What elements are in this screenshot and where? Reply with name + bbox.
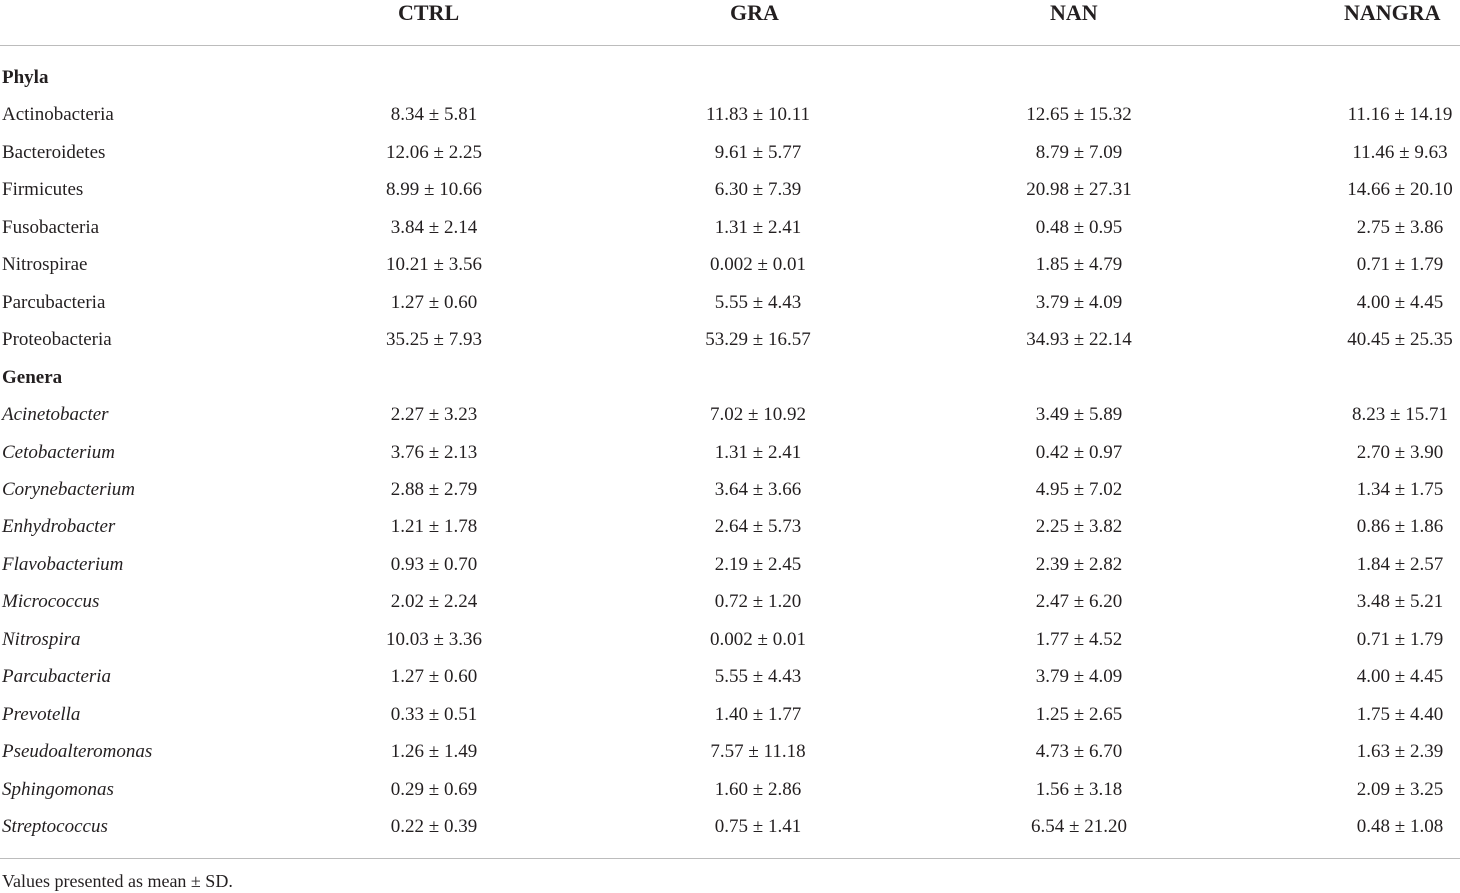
cell-value: 2.09 ± 3.25 xyxy=(1356,778,1444,800)
row-label: Pseudoalteromonas xyxy=(2,741,153,763)
section-heading xyxy=(0,365,1460,402)
cell-value: 7.57 ± 11.18 xyxy=(710,741,806,763)
row-label: Parcubacteria xyxy=(2,666,112,688)
cell-value: 3.76 ± 2.13 xyxy=(390,441,478,463)
table-row xyxy=(0,327,1460,364)
table-row xyxy=(0,702,1460,739)
cell-value: 1.34 ± 1.75 xyxy=(1356,478,1444,500)
cell-value: 0.72 ± 1.20 xyxy=(714,591,802,613)
cell-value: 2.39 ± 2.82 xyxy=(1035,553,1123,575)
column-header-gra: GRA xyxy=(730,0,779,25)
cell-value: 4.00 ± 4.45 xyxy=(1356,291,1444,313)
cell-value: 1.63 ± 2.39 xyxy=(1356,741,1444,763)
cell-value: 0.48 ± 1.08 xyxy=(1356,816,1444,837)
cell-value: 11.83 ± 10.11 xyxy=(705,104,811,126)
row-label: Streptococcus xyxy=(2,816,108,837)
cell-value: 1.21 ± 1.78 xyxy=(390,516,478,538)
cell-value: 20.98 ± 27.31 xyxy=(1026,179,1132,201)
cell-value: 9.61 ± 5.77 xyxy=(714,141,802,163)
row-label: Acinetobacter xyxy=(2,404,109,426)
cell-value: 10.03 ± 3.36 xyxy=(386,628,482,650)
column-header-nan: NAN xyxy=(1050,0,1098,25)
section-title: Genera xyxy=(2,366,63,388)
cell-value: 3.79 ± 4.09 xyxy=(1035,291,1123,313)
cell-value: 3.84 ± 2.14 xyxy=(390,216,478,238)
cell-value: 8.99 ± 10.66 xyxy=(386,179,482,201)
cell-value: 0.002 ± 0.01 xyxy=(710,254,806,276)
cell-value: 1.56 ± 3.18 xyxy=(1035,778,1123,800)
cell-value: 0.93 ± 0.70 xyxy=(390,553,478,575)
cell-value: 1.27 ± 0.60 xyxy=(390,666,478,688)
row-label: Enhydrobacter xyxy=(2,516,116,538)
row-label: Fusobacteria xyxy=(2,216,100,238)
cell-value: 6.54 ± 21.20 xyxy=(1031,816,1127,837)
table-row xyxy=(0,552,1460,589)
section-title: Phyla xyxy=(2,67,49,88)
cell-value: 40.45 ± 25.35 xyxy=(1347,329,1453,351)
cell-value: 2.64 ± 5.73 xyxy=(714,516,802,538)
row-label: Micrococcus xyxy=(2,591,100,613)
row-label: Proteobacteria xyxy=(2,329,112,351)
table-row xyxy=(0,215,1460,252)
row-label: Sphingomonas xyxy=(2,778,114,800)
table-row xyxy=(0,402,1460,439)
table-row xyxy=(0,589,1460,626)
cell-value: 1.31 ± 2.41 xyxy=(714,216,802,238)
cell-value: 2.75 ± 3.86 xyxy=(1356,216,1444,238)
cell-value: 3.49 ± 5.89 xyxy=(1035,404,1123,426)
header-rule xyxy=(0,45,1460,46)
table-row xyxy=(0,627,1460,664)
cell-value: 5.55 ± 4.43 xyxy=(714,291,802,313)
cell-value: 6.30 ± 7.39 xyxy=(714,179,802,201)
cell-value: 0.22 ± 0.39 xyxy=(390,816,478,837)
cell-value: 10.21 ± 3.56 xyxy=(386,254,482,276)
cell-value: 5.55 ± 4.43 xyxy=(714,666,802,688)
cell-value: 3.79 ± 4.09 xyxy=(1035,666,1123,688)
table-row xyxy=(0,664,1460,701)
column-header-nangra: NANGRA xyxy=(1344,0,1441,25)
table-row xyxy=(0,140,1460,177)
row-label: Prevotella xyxy=(2,703,81,725)
cell-value: 1.27 ± 0.60 xyxy=(390,291,478,313)
cell-value: 2.88 ± 2.79 xyxy=(390,478,478,500)
row-label: Parcubacteria xyxy=(2,291,106,313)
table-row xyxy=(0,177,1460,214)
cell-value: 4.95 ± 7.02 xyxy=(1035,478,1123,500)
cell-value: 53.29 ± 16.57 xyxy=(705,329,811,351)
cell-value: 2.25 ± 3.82 xyxy=(1035,516,1123,538)
table-row xyxy=(0,440,1460,477)
cell-value: 2.47 ± 6.20 xyxy=(1035,591,1123,613)
cell-value: 0.002 ± 0.01 xyxy=(710,628,806,650)
column-header-ctrl: CTRL xyxy=(398,0,460,25)
footer-rule xyxy=(0,858,1460,859)
row-label: Nitrospira xyxy=(2,628,81,650)
cell-value: 1.26 ± 1.49 xyxy=(390,741,478,763)
cell-value: 1.40 ± 1.77 xyxy=(714,703,802,725)
cell-value: 3.64 ± 3.66 xyxy=(714,478,802,500)
cell-value: 0.75 ± 1.41 xyxy=(714,816,802,837)
cell-value: 11.16 ± 14.19 xyxy=(1347,104,1453,126)
cell-value: 2.19 ± 2.45 xyxy=(714,553,802,575)
cell-value: 11.46 ± 9.63 xyxy=(1352,141,1448,163)
cell-value: 0.86 ± 1.86 xyxy=(1356,516,1444,538)
cell-value: 1.85 ± 4.79 xyxy=(1035,254,1123,276)
cell-value: 12.65 ± 15.32 xyxy=(1026,104,1132,126)
section-heading xyxy=(0,65,1460,102)
cell-value: 0.29 ± 0.69 xyxy=(390,778,478,800)
table-row xyxy=(0,290,1460,327)
row-label: Actinobacteria xyxy=(2,104,114,126)
cell-value: 0.71 ± 1.79 xyxy=(1356,254,1444,276)
cell-value: 4.00 ± 4.45 xyxy=(1356,666,1444,688)
table-row xyxy=(0,739,1460,776)
cell-value: 1.75 ± 4.40 xyxy=(1356,703,1444,725)
cell-value: 8.79 ± 7.09 xyxy=(1035,141,1123,163)
cell-value: 2.27 ± 3.23 xyxy=(390,404,478,426)
cell-value: 1.77 ± 4.52 xyxy=(1035,628,1123,650)
row-label: Flavobacterium xyxy=(2,553,124,575)
cell-value: 35.25 ± 7.93 xyxy=(386,329,482,351)
table-header xyxy=(0,0,1460,26)
table-row xyxy=(0,477,1460,514)
row-label: Corynebacterium xyxy=(2,478,135,500)
table-row xyxy=(0,102,1460,139)
table-row xyxy=(0,514,1460,551)
table-row xyxy=(0,777,1460,814)
row-label: Firmicutes xyxy=(2,179,84,201)
table-row xyxy=(0,252,1460,289)
cell-value: 12.06 ± 2.25 xyxy=(386,141,482,163)
row-label: Cetobacterium xyxy=(2,441,115,463)
cell-value: 1.31 ± 2.41 xyxy=(714,441,802,463)
cell-value: 1.60 ± 2.86 xyxy=(714,778,802,800)
cell-value: 8.34 ± 5.81 xyxy=(390,104,478,126)
cell-value: 8.23 ± 15.71 xyxy=(1352,404,1448,426)
cell-value: 34.93 ± 22.14 xyxy=(1026,329,1132,351)
table-row xyxy=(0,814,1460,851)
row-label: Nitrospirae xyxy=(2,254,88,276)
cell-value: 2.70 ± 3.90 xyxy=(1356,441,1444,463)
cell-value: 0.33 ± 0.51 xyxy=(390,703,478,725)
row-label: Bacteroidetes xyxy=(2,141,106,163)
cell-value: 14.66 ± 20.10 xyxy=(1347,179,1453,201)
cell-value: 7.02 ± 10.92 xyxy=(710,404,806,426)
table-footnote: Values presented as mean ± SD. xyxy=(2,871,233,891)
cell-value: 0.42 ± 0.97 xyxy=(1035,441,1123,463)
cell-value: 2.02 ± 2.24 xyxy=(390,591,478,613)
cell-value: 4.73 ± 6.70 xyxy=(1035,741,1123,763)
cell-value: 0.48 ± 0.95 xyxy=(1035,216,1123,238)
cell-value: 3.48 ± 5.21 xyxy=(1356,591,1444,613)
cell-value: 1.84 ± 2.57 xyxy=(1356,553,1444,575)
cell-value: 0.71 ± 1.79 xyxy=(1356,628,1444,650)
cell-value: 1.25 ± 2.65 xyxy=(1035,703,1123,725)
